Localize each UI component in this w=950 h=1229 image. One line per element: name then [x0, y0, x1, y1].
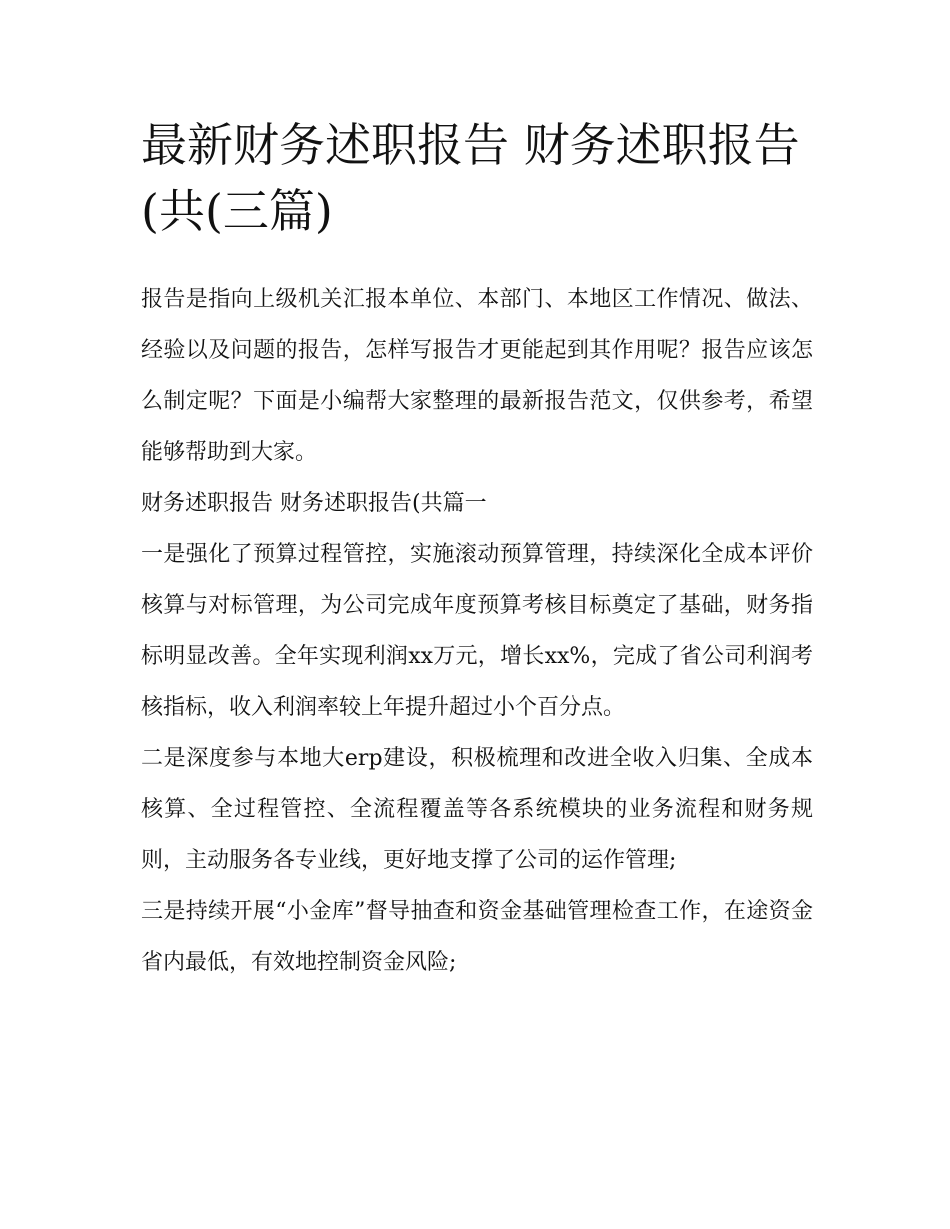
section-heading: 财务述职报告 财务述职报告(共篇一	[141, 491, 487, 516]
paragraph-item-1: 一是强化了预算过程管控，实施滚动预算管理，持续深化全成本评价核算与对标管理，为公司完成年度预算考核目标奠定了基础，财务指标明显改善。全年实现利润xx万元，增长xx%，完成了省公司利润考核指标，收入利润率较上年提升超过小个百分点。	[141, 542, 813, 720]
paragraph-item-3: 三是持续开展“小金库”督导抽查和资金基础管理检查工作，在途资金省内最低，有效地控制资金风险;	[141, 899, 813, 975]
paragraph-item-2: 二是深度参与本地大erp建设，积极梳理和改进全收入归集、全成本核算、全过程管控、全流程覆盖等各系统模块的业务流程和财务规则，主动服务各专业线，更好地支撑了公司的运作管理;	[141, 746, 813, 873]
document-body	[141, 274, 813, 988]
intro-paragraph: 报告是指向上级机关汇报本单位、本部门、本地区工作情况、做法、经验以及问题的报告，怎样写报告才更能起到其作用呢？报告应该怎么制定呢？下面是小编帮大家整理的最新报告范文，仅供参考，希望能够帮助到大家。	[141, 287, 813, 465]
document-title: 最新财务述职报告 财务述职报告(共(三篇)	[141, 118, 800, 238]
document-page	[141, 112, 813, 988]
